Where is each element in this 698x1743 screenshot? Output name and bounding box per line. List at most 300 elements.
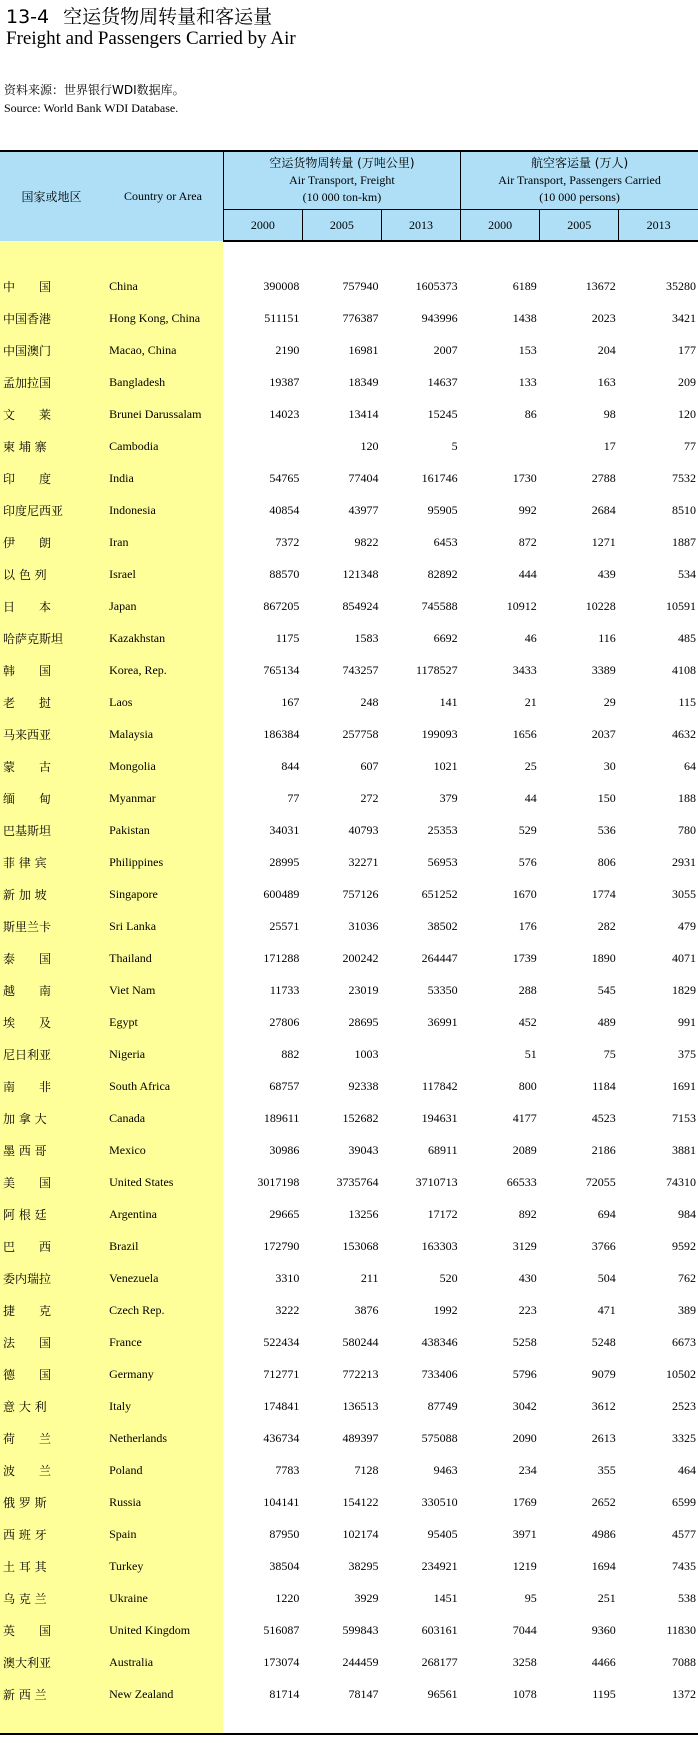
value-freight-2013: 733406 <box>421 1366 458 1381</box>
header-passengers-en: Air Transport, Passengers Carried <box>498 173 661 187</box>
table-row <box>0 974 698 1006</box>
country-name-cn: 澳大利亚 <box>0 1646 103 1678</box>
value-freight-2005: 32271 <box>348 854 379 869</box>
value-passengers-2005: 3612 <box>591 1398 616 1413</box>
value-freight-2005: 9822 <box>354 534 379 549</box>
value-passengers-2000: 3971 <box>512 1526 537 1541</box>
country-name-en: Philippines <box>103 846 223 878</box>
country-name-en: Viet Nam <box>103 974 223 1006</box>
value-freight-2013: 194631 <box>421 1110 458 1125</box>
table-row <box>0 1550 698 1582</box>
value-passengers-2005: 75 <box>603 1046 616 1061</box>
value-passengers-2005: 116 <box>598 630 616 645</box>
table-row <box>0 910 698 942</box>
spacer-row <box>0 241 698 270</box>
header-year: 2000 <box>461 210 540 242</box>
value-freight-2005: 3876 <box>354 1302 379 1317</box>
value-freight-2005: 13414 <box>348 406 379 421</box>
value-freight-2000: 77 <box>287 790 300 805</box>
table-row <box>0 718 698 750</box>
country-name-cn: 新 加 坡 <box>0 878 103 910</box>
header-passengers-group <box>461 151 698 210</box>
table-row <box>0 1358 698 1390</box>
value-passengers-2005: 1271 <box>591 534 616 549</box>
country-name-en: Australia <box>103 1646 223 1678</box>
value-freight-2000: 28995 <box>269 854 300 869</box>
value-freight-2013: 234921 <box>421 1558 458 1573</box>
country-name-cn: 缅 甸 <box>0 782 103 814</box>
value-freight-2000: 11733 <box>269 982 300 997</box>
country-name-cn: 柬 埔 寨 <box>0 430 103 462</box>
value-passengers-2000: 430 <box>518 1270 537 1285</box>
value-passengers-2000: 1670 <box>512 886 537 901</box>
table-number: 13-4 <box>6 6 50 28</box>
table-row <box>0 590 698 622</box>
value-freight-2005: 38295 <box>348 1558 379 1573</box>
data-table <box>0 150 698 1735</box>
value-freight-2013: 943996 <box>421 310 458 325</box>
country-name-en: United States <box>103 1166 223 1198</box>
country-name-en: Egypt <box>103 1006 223 1038</box>
value-passengers-2000: 3433 <box>512 662 537 677</box>
country-name-cn: 哈萨克斯坦 <box>0 622 103 654</box>
source-note-cn: 资料来源：世界银行WDI数据库。 <box>4 83 185 97</box>
value-freight-2005: 244459 <box>342 1654 379 1669</box>
value-freight-2000: 14023 <box>269 406 300 421</box>
country-name-cn: 乌 克 兰 <box>0 1582 103 1614</box>
value-freight-2005: 3929 <box>354 1590 379 1605</box>
value-freight-2000: 511151 <box>264 310 300 325</box>
table-row <box>0 1166 698 1198</box>
country-name-en: Mexico <box>103 1134 223 1166</box>
value-freight-2000: 19387 <box>269 374 300 389</box>
value-freight-2013: 82892 <box>427 566 458 581</box>
value-passengers-2000: 1219 <box>512 1558 537 1573</box>
value-passengers-2005: 1890 <box>591 950 616 965</box>
country-name-en: Netherlands <box>103 1422 223 1454</box>
value-passengers-2000: 892 <box>518 1206 537 1221</box>
value-freight-2000: 712771 <box>263 1366 300 1381</box>
value-passengers-2005: 2023 <box>591 310 616 325</box>
header-year: 2013 <box>619 210 698 242</box>
value-passengers-2013: 762 <box>678 1270 696 1285</box>
country-name-en: Laos <box>103 686 223 718</box>
value-passengers-2005: 30 <box>603 758 616 773</box>
country-name-cn: 墨 西 哥 <box>0 1134 103 1166</box>
value-passengers-2000: 66533 <box>506 1174 537 1189</box>
value-passengers-2000: 3129 <box>512 1238 537 1253</box>
header-freight-unit: (10 000 ton-km) <box>302 190 382 204</box>
value-passengers-2000: 288 <box>518 982 537 997</box>
value-passengers-2013: 7153 <box>672 1110 696 1125</box>
header-freight-group <box>223 151 460 210</box>
value-passengers-2013: 485 <box>678 630 696 645</box>
country-name-en: Spain <box>103 1518 223 1550</box>
value-passengers-2005: 504 <box>597 1270 616 1285</box>
value-passengers-2013: 188 <box>678 790 696 805</box>
value-passengers-2013: 479 <box>678 918 696 933</box>
value-passengers-2000: 1656 <box>512 726 537 741</box>
value-passengers-2005: 2788 <box>591 470 616 485</box>
country-name-cn: 印 度 <box>0 462 103 494</box>
value-passengers-2000: 176 <box>518 918 537 933</box>
value-passengers-2013: 3421 <box>672 310 696 325</box>
country-name-en: Myanmar <box>103 782 223 814</box>
value-passengers-2013: 984 <box>678 1206 696 1221</box>
value-freight-2005: 743257 <box>342 662 379 677</box>
value-freight-2000: 516087 <box>263 1622 300 1637</box>
value-passengers-2000: 21 <box>524 694 537 709</box>
value-passengers-2013: 2931 <box>672 854 696 869</box>
value-passengers-2005: 150 <box>597 790 616 805</box>
value-passengers-2005: 98 <box>603 406 616 421</box>
value-freight-2000: 54765 <box>269 470 300 485</box>
table-row <box>0 846 698 878</box>
value-passengers-2005: 2684 <box>591 502 616 517</box>
value-passengers-2005: 489 <box>597 1014 616 1029</box>
country-name-en: India <box>103 462 223 494</box>
table-row <box>0 1262 698 1294</box>
value-freight-2013: 5 <box>451 438 458 453</box>
value-passengers-2000: 5258 <box>512 1334 537 1349</box>
value-passengers-2005: 204 <box>597 342 616 357</box>
value-freight-2000: 88570 <box>269 566 300 581</box>
value-freight-2005: 28695 <box>348 1014 379 1029</box>
value-freight-2013: 651252 <box>421 886 458 901</box>
value-freight-2013: 161746 <box>421 470 458 485</box>
value-freight-2000: 522434 <box>263 1334 300 1349</box>
value-freight-2013: 6692 <box>433 630 458 645</box>
value-passengers-2000: 1730 <box>512 470 537 485</box>
country-name-en: Nigeria <box>103 1038 223 1070</box>
value-freight-2000: 3310 <box>275 1270 300 1285</box>
value-freight-2013: 95905 <box>427 502 458 517</box>
title-cn-text: 空运货物周转量和客运量 <box>63 6 273 28</box>
value-freight-2013: 163303 <box>421 1238 458 1253</box>
header-passengers-unit: (10 000 persons) <box>539 190 620 204</box>
country-name-en: United Kingdom <box>103 1614 223 1646</box>
country-name-en: Japan <box>103 590 223 622</box>
value-passengers-2013: 7532 <box>672 470 696 485</box>
country-name-en: Italy <box>103 1390 223 1422</box>
table-row <box>0 1582 698 1614</box>
value-freight-2013: 330510 <box>421 1494 458 1509</box>
table-row <box>0 1230 698 1262</box>
value-passengers-2013: 3325 <box>672 1430 696 1445</box>
value-passengers-2000: 1438 <box>512 310 537 325</box>
country-name-en: Cambodia <box>103 430 223 462</box>
value-freight-2005: 757126 <box>342 886 379 901</box>
value-passengers-2000: 2089 <box>512 1142 537 1157</box>
country-name-cn: 土 耳 其 <box>0 1550 103 1582</box>
country-name-en: Kazakhstan <box>103 622 223 654</box>
value-passengers-2013: 4108 <box>672 662 696 677</box>
value-passengers-2005: 29 <box>603 694 616 709</box>
value-freight-2005: 154122 <box>342 1494 379 1509</box>
value-passengers-2000: 44 <box>524 790 537 805</box>
value-freight-2000: 1220 <box>275 1590 300 1605</box>
table-row <box>0 302 698 334</box>
value-passengers-2005: 163 <box>597 374 616 389</box>
country-name-en: Singapore <box>103 878 223 910</box>
table-row <box>0 1646 698 1678</box>
value-passengers-2005: 471 <box>597 1302 616 1317</box>
value-freight-2013: 1451 <box>433 1590 458 1605</box>
value-freight-2005: 607 <box>360 758 379 773</box>
header-country-cn: 国家或地区 <box>0 151 103 241</box>
country-name-en: Malaysia <box>103 718 223 750</box>
value-passengers-2013: 209 <box>678 374 696 389</box>
value-passengers-2013: 6673 <box>672 1334 696 1349</box>
value-freight-2005: 18349 <box>348 374 379 389</box>
value-passengers-2013: 9592 <box>672 1238 696 1253</box>
value-passengers-2005: 1195 <box>592 1686 616 1701</box>
value-freight-2000 <box>223 430 302 462</box>
value-freight-2013: 68911 <box>428 1142 458 1157</box>
value-freight-2000: 3017198 <box>257 1174 300 1189</box>
value-passengers-2013: 389 <box>678 1302 696 1317</box>
value-passengers-2005: 2186 <box>591 1142 616 1157</box>
header-freight-cn: 空运货物周转量 (万吨公里) <box>269 156 415 170</box>
table-row <box>0 782 698 814</box>
value-freight-2013: 25353 <box>427 822 458 837</box>
country-name-en: Argentina <box>103 1198 223 1230</box>
value-freight-2005: 1583 <box>354 630 379 645</box>
value-freight-2005: 272 <box>360 790 379 805</box>
table-row <box>0 398 698 430</box>
value-freight-2000: 30986 <box>269 1142 300 1157</box>
value-freight-2013: 17172 <box>427 1206 458 1221</box>
table-row <box>0 1454 698 1486</box>
table-row <box>0 814 698 846</box>
table-row <box>0 942 698 974</box>
value-passengers-2013: 8510 <box>672 502 696 517</box>
country-name-cn: 西 班 牙 <box>0 1518 103 1550</box>
value-passengers-2000: 444 <box>518 566 537 581</box>
value-freight-2000: 186384 <box>263 726 300 741</box>
value-passengers-2013: 1829 <box>672 982 696 997</box>
country-name-en: Pakistan <box>103 814 223 846</box>
value-passengers-2013: 4577 <box>672 1526 696 1541</box>
value-passengers-2013: 991 <box>678 1014 696 1029</box>
value-passengers-2013: 538 <box>678 1590 696 1605</box>
country-name-en: Czech Rep. <box>103 1294 223 1326</box>
value-passengers-2000: 3258 <box>512 1654 537 1669</box>
value-freight-2013: 96561 <box>427 1686 458 1701</box>
value-freight-2000: 68757 <box>269 1078 300 1093</box>
country-name-en: Korea, Rep. <box>103 654 223 686</box>
value-freight-2013: 6453 <box>433 534 458 549</box>
value-passengers-2000: 51 <box>524 1046 537 1061</box>
country-name-en: Hong Kong, China <box>103 302 223 334</box>
country-name-en: Bangladesh <box>103 366 223 398</box>
value-passengers-2013: 1372 <box>672 1686 696 1701</box>
value-passengers-2013: 375 <box>678 1046 696 1061</box>
value-freight-2005: 1003 <box>354 1046 379 1061</box>
country-name-en: South Africa <box>103 1070 223 1102</box>
country-name-cn: 法 国 <box>0 1326 103 1358</box>
value-freight-2013: 36991 <box>427 1014 458 1029</box>
country-name-cn: 英 国 <box>0 1614 103 1646</box>
value-freight-2005: 772213 <box>342 1366 379 1381</box>
value-freight-2005: 120 <box>360 438 379 453</box>
header-year: 2005 <box>540 210 619 242</box>
value-freight-2005: 854924 <box>342 598 379 613</box>
country-name-en: Russia <box>103 1486 223 1518</box>
country-name-cn: 荷 兰 <box>0 1422 103 1454</box>
value-passengers-2000: 234 <box>518 1462 537 1477</box>
country-name-cn: 加 拿 大 <box>0 1102 103 1134</box>
value-freight-2013: 3710713 <box>415 1174 458 1189</box>
value-passengers-2013: 7088 <box>672 1654 696 1669</box>
country-name-en: Canada <box>103 1102 223 1134</box>
table-row <box>0 334 698 366</box>
value-freight-2013: 264447 <box>421 950 458 965</box>
value-freight-2005: 136513 <box>342 1398 379 1413</box>
table-row <box>0 1134 698 1166</box>
value-freight-2000: 436734 <box>263 1430 300 1445</box>
table-row <box>0 1102 698 1134</box>
value-passengers-2000: 1769 <box>512 1494 537 1509</box>
value-freight-2013: 56953 <box>427 854 458 869</box>
value-freight-2005: 200242 <box>342 950 379 965</box>
value-freight-2005: 580244 <box>342 1334 379 1349</box>
country-name-cn: 以 色 列 <box>0 558 103 590</box>
value-freight-2005: 248 <box>360 694 379 709</box>
country-name-en: Indonesia <box>103 494 223 526</box>
value-passengers-2005: 439 <box>597 566 616 581</box>
page-title-cn <box>6 2 272 29</box>
table-row <box>0 1422 698 1454</box>
value-freight-2005: 78147 <box>348 1686 379 1701</box>
value-passengers-2005: 9079 <box>591 1366 616 1381</box>
page-title-en: Freight and Passengers Carried by Air <box>6 28 296 49</box>
value-passengers-2013: 74310 <box>666 1174 696 1189</box>
value-passengers-2000: 872 <box>518 534 537 549</box>
country-name-en: Brunei Darussalam <box>103 398 223 430</box>
value-passengers-2005: 536 <box>597 822 616 837</box>
table-row <box>0 622 698 654</box>
value-passengers-2013: 177 <box>678 342 696 357</box>
value-passengers-2000: 4177 <box>512 1110 537 1125</box>
table-row <box>0 1006 698 1038</box>
table-row <box>0 1326 698 1358</box>
filler-row <box>0 1710 698 1734</box>
table-row <box>0 1294 698 1326</box>
header-year: 2000 <box>223 210 302 242</box>
value-freight-2000: 81714 <box>269 1686 300 1701</box>
country-name-en: Mongolia <box>103 750 223 782</box>
country-name-cn: 蒙 古 <box>0 750 103 782</box>
value-passengers-2013: 10591 <box>666 598 696 613</box>
value-passengers-2013: 6599 <box>672 1494 696 1509</box>
value-freight-2013: 379 <box>439 790 458 805</box>
value-passengers-2005: 4986 <box>591 1526 616 1541</box>
value-passengers-2005: 3389 <box>591 662 616 677</box>
value-freight-2013: 2007 <box>433 342 458 357</box>
value-freight-2013: 1178527 <box>416 662 458 677</box>
value-freight-2005: 152682 <box>342 1110 379 1125</box>
table-row <box>0 1518 698 1550</box>
header-passengers-cn: 航空客运量 (万人) <box>530 156 629 170</box>
table-row <box>0 750 698 782</box>
value-passengers-2000: 95 <box>524 1590 537 1605</box>
value-passengers-2005: 10228 <box>585 598 616 613</box>
value-passengers-2000: 10912 <box>506 598 537 613</box>
value-freight-2005: 40793 <box>348 822 379 837</box>
country-name-cn: 中国香港 <box>0 302 103 334</box>
country-name-en: New Zealand <box>103 1678 223 1710</box>
value-passengers-2013: 4071 <box>672 950 696 965</box>
value-passengers-2013: 35280 <box>666 278 696 293</box>
value-freight-2000: 40854 <box>269 502 300 517</box>
table-row <box>0 462 698 494</box>
value-freight-2000: 882 <box>281 1046 300 1061</box>
country-name-cn: 南 非 <box>0 1070 103 1102</box>
value-passengers-2005: 9360 <box>591 1622 616 1637</box>
value-passengers-2013: 780 <box>678 822 696 837</box>
value-freight-2000: 7783 <box>275 1462 300 1477</box>
value-freight-2000: 34031 <box>269 822 300 837</box>
country-name-cn: 越 南 <box>0 974 103 1006</box>
value-freight-2013: 199093 <box>421 726 458 741</box>
table-row <box>0 654 698 686</box>
country-name-en: Turkey <box>103 1550 223 1582</box>
value-passengers-2005: 1694 <box>591 1558 616 1573</box>
value-passengers-2000: 5796 <box>512 1366 537 1381</box>
value-freight-2000: 765134 <box>263 662 300 677</box>
table-row <box>0 878 698 910</box>
value-passengers-2000: 6189 <box>512 278 537 293</box>
country-name-cn: 泰 国 <box>0 942 103 974</box>
value-passengers-2000: 992 <box>518 502 537 517</box>
value-passengers-2013: 3055 <box>672 886 696 901</box>
country-name-en: Germany <box>103 1358 223 1390</box>
value-freight-2000: 2190 <box>275 342 300 357</box>
country-name-en: Poland <box>103 1454 223 1486</box>
value-freight-2005: 599843 <box>342 1622 379 1637</box>
value-passengers-2000: 1739 <box>512 950 537 965</box>
value-passengers-2013: 1887 <box>672 534 696 549</box>
country-name-en: Venezuela <box>103 1262 223 1294</box>
value-freight-2013: 14637 <box>427 374 458 389</box>
value-passengers-2000: 25 <box>524 758 537 773</box>
value-passengers-2000: 576 <box>518 854 537 869</box>
value-freight-2013: 268177 <box>421 1654 458 1669</box>
table-row <box>0 526 698 558</box>
value-freight-2005: 257758 <box>342 726 379 741</box>
value-freight-2005: 3735764 <box>336 1174 379 1189</box>
header-year: 2013 <box>381 210 460 242</box>
value-passengers-2005: 4523 <box>591 1110 616 1125</box>
country-name-cn: 孟加拉国 <box>0 366 103 398</box>
country-name-en: Iran <box>103 526 223 558</box>
country-name-cn: 斯里兰卡 <box>0 910 103 942</box>
country-name-en: Israel <box>103 558 223 590</box>
value-passengers-2005: 2037 <box>591 726 616 741</box>
country-name-cn: 菲 律 宾 <box>0 846 103 878</box>
value-passengers-2013: 464 <box>678 1462 696 1477</box>
table-row <box>0 686 698 718</box>
value-passengers-2013: 1691 <box>672 1078 696 1093</box>
value-freight-2005: 757940 <box>342 278 379 293</box>
value-freight-2000: 38504 <box>269 1558 300 1573</box>
value-passengers-2013: 115 <box>678 694 696 709</box>
country-name-cn: 俄 罗 斯 <box>0 1486 103 1518</box>
value-passengers-2005: 3766 <box>591 1238 616 1253</box>
value-freight-2005: 153068 <box>342 1238 379 1253</box>
value-passengers-2000: 452 <box>518 1014 537 1029</box>
